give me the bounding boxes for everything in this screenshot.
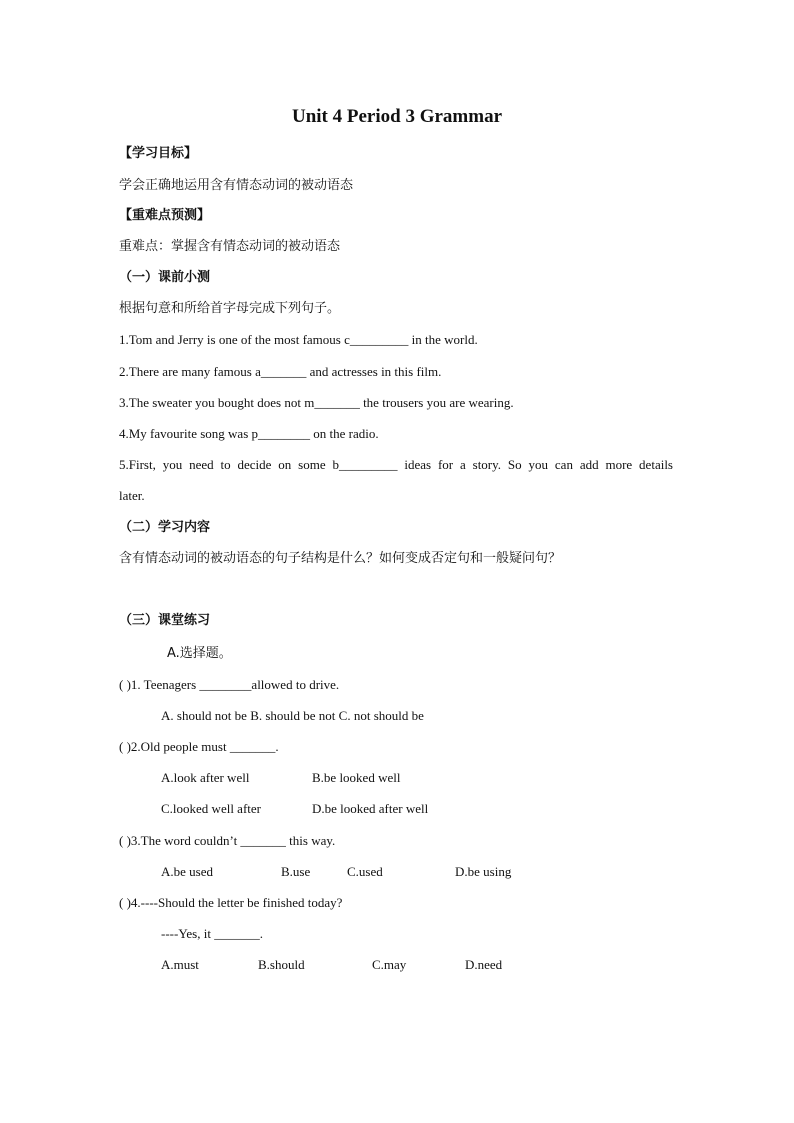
- question-4-stem: ( )4.----Should the letter be finished today?: [119, 895, 343, 910]
- question-2-option-a: A.look after well: [161, 770, 250, 785]
- objectives-heading: 【学习目标】: [119, 146, 198, 161]
- question-3-option-d: D.be using: [455, 864, 512, 879]
- page-title: Unit 4 Period 3 Grammar: [291, 106, 502, 127]
- question-3-stem: ( )3.The word couldn’t _______ this way.: [119, 833, 336, 848]
- question-3-option-a: A.be used: [161, 864, 213, 879]
- question-3-option-b: B.use: [281, 864, 311, 879]
- keypoints-heading: 【重难点预测】: [119, 208, 211, 223]
- question-4-option-b: B.should: [258, 957, 305, 972]
- content-text: 含有情态动词的被动语态的句子结构是什么？如何变成否定句和一般疑问句？: [119, 551, 562, 566]
- pretest-item-1: 1.Tom and Jerry is one of the most famous c_________ in the world.: [119, 332, 478, 347]
- content-heading: （二）学习内容: [119, 520, 211, 535]
- question-3-option-c: C.used: [347, 864, 383, 879]
- pretest-item-5: 5.First, you need to decide on some b_________ ideas for a story. So you can add more details: [119, 457, 673, 472]
- pretest-item-2: 2.There are many famous a_______ and actresses in this film.: [119, 364, 442, 379]
- objectives-text: 学会正确地运用含有情态动词的被动语态: [119, 178, 354, 193]
- practice-subheading: A.选择题。: [167, 646, 232, 661]
- pretest-item-4: 4.My favourite song was p________ on the radio.: [119, 426, 379, 441]
- question-2-option-c: C.looked well after: [161, 801, 261, 816]
- question-1-options: A. should not be B. should be not C. not should be: [161, 708, 424, 723]
- question-1-stem: ( )1. Teenagers ________allowed to drive.: [119, 677, 340, 692]
- pretest-item-5-cont: later.: [119, 488, 145, 503]
- question-4-option-d: D.need: [465, 957, 503, 972]
- pretest-item-3: 3.The sweater you bought does not m_______ the trousers you are wearing.: [119, 395, 514, 410]
- keypoints-text: 重难点：掌握含有情态动词的被动语态: [119, 239, 341, 254]
- question-4-option-c: C.may: [372, 957, 407, 972]
- pretest-heading: （一）课前小测: [119, 270, 211, 285]
- question-4-reply: ----Yes, it _______.: [161, 926, 263, 941]
- question-4-option-a: A.must: [161, 957, 199, 972]
- question-2-option-b: B.be looked well: [312, 770, 401, 785]
- question-2-stem: ( )2.Old people must _______.: [119, 739, 279, 754]
- practice-heading: （三）课堂练习: [119, 613, 211, 628]
- question-2-option-d: D.be looked after well: [312, 801, 429, 816]
- pretest-instruction: 根据句意和所给首字母完成下列句子。: [119, 301, 341, 316]
